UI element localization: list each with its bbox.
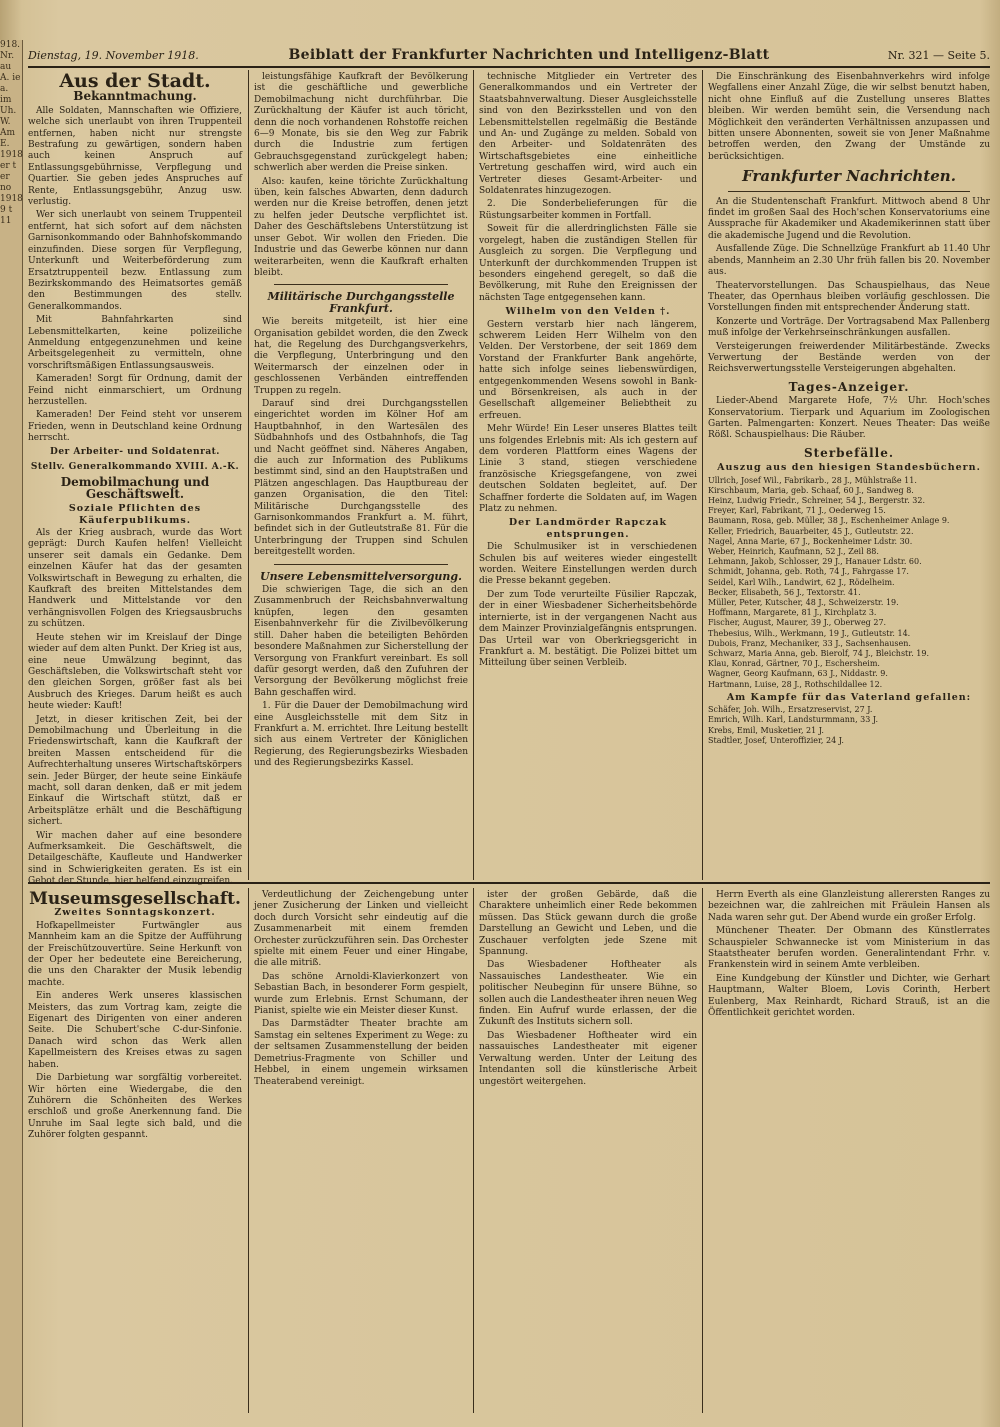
paragraph: Alle Soldaten, Mannschaften wie Offiziere, welche sich unerlaubt von ihren Truppenteil entfernen, haben nicht nur strengste Bestrafung zu gewärtigen, sondern haben auch keinen Anspruch auf Entlassungsgebührnisse, Verpflegung und Quartier. Sie geben jedes Anspruches auf Rente, Entlassungsgebühr, Anzug usw. verlustig. (28, 105, 242, 208)
section-subtitle: Zweites Sonntagskonzert. (54, 907, 216, 919)
paragraph: Das Darmstädter Theater brachte am Samstag ein seltenes Experiment zu Wege: zu der seltsamen Zusammenstellung der beiden Demetrius-Fragmente von Schiller und Hebbel, in einem ungemein wirksamen Theaterabend vereinigt. (254, 1019, 468, 1087)
list-item: Lehmann, Jakob, Schlosser, 29 J., Hanauer Ldstr. 60. (708, 557, 922, 567)
paragraph: Das Wiesbadener Hoftheater als Nassauisches Landestheater. Wie ein politischer Neubeginn für unsere Bühne, so sollen auch die Landestheater ihren neuen Weg finden. Ein Aufruf wurde erlassen, der die Zukunft des Instituts sichern soll. (479, 960, 697, 1028)
column-rule (473, 888, 474, 1413)
paragraph: Mit Bahnfahrkarten sind Lebensmittelkarten, keine polizeiliche Anmeldung entgegenzunehmen und keine Arbeitsgelegenheit zu vermitteln, ohne vorschriftsmäßigen Entlassungsausweis. (28, 315, 242, 371)
list-item: Kirschbaum, Maria, geb. Schaaf, 60 J., Sandweg 8. (708, 485, 914, 495)
section-subtitle: Auszug aus den hiesigen Standesbüchern. (717, 462, 981, 474)
paragraph: Konzerte und Vorträge. Der Vortragsabend Max Pallenberg muß infolge der Verkehrseinschränkungen ausfallen. (708, 316, 990, 339)
paragraph: 2. Die Sonderbelieferungen für die Rüstungsarbeiter kommen in Fortfall. (479, 199, 697, 221)
list-item: Thebesius, Wilh., Werkmann, 19 J., Gutleutstr. 14. (708, 628, 911, 638)
list-item: Weber, Heinrich, Kaufmann, 52 J., Zeil 88. (708, 547, 879, 557)
list-item: Klau, Konrad, Gärtner, 70 J., Eschersheim. (708, 659, 880, 669)
paragraph: Heute stehen wir im Kreislauf der Dinge wieder auf dem alten Punkt. Der Krieg ist aus, eine neue Umwälzung beginnt, das Geschäftsleben, die Volkswirtschaft steht vor den gleichen Sorgen, größer fast als bei Ausbruch des Krieges. Darum heißt es auch heute wieder: Kauft! (28, 632, 242, 712)
paragraph: Münchener Theater. Der Obmann des Künstlerrates Schauspieler Schwannecke ist vom Ministerium in das Staatstheater berufen worden. Generalintendant Frhr. v. Frankenstein wird in seinem Amte verbleiben. (708, 926, 990, 971)
list-item: Ullrich, Josef Wil., Fabrikarb., 28 J., Mühlstraße 11. (708, 475, 917, 485)
signature: Der Arbeiter- und Soldatenrat. (50, 446, 220, 457)
bottom-column-2 (254, 890, 468, 1412)
header-page-number: Nr. 321 — Seite 5. (887, 49, 990, 62)
list-item: Schwarz, Maria Anna, geb. Bierolf, 74 J., Bleichstr. 19. (708, 649, 930, 659)
column-rule (248, 70, 249, 880)
paragraph: Wie bereits mitgeteilt, ist hier eine Organisation gebildet worden, die den Zweck hat, die Regelung des Durchgangsverkehrs, die Verpflegung, Unterbringung und den Weitermarsch der einzelnen oder in geschlossenen Verbänden eintreffenden Truppen zu regeln. (254, 317, 468, 396)
list-item: Krebs, Emil, Musketier, 21 J. (708, 725, 824, 735)
paragraph: Soweit für die allerdringlichsten Fälle sie vorgelegt, haben die zuständigen Stellen für Ausgleich zu sorgen. Die Verpflegung und Unterkunft der durchkommenden Truppen ist besonders eingehend geregelt, so daß die Bevölkerung, mit Ruhe den Ereignissen der nächsten Tage entgegensehen kann. (479, 224, 697, 303)
column-4 (708, 72, 990, 880)
list-item: Emrich, Wilh. Karl, Landsturmmann, 33 J. (708, 715, 879, 725)
bottom-column-3 (479, 890, 697, 1412)
list-item: Stadtler, Josef, Unteroffizier, 24 J. (708, 735, 844, 745)
paragraph: An die Studentenschaft Frankfurt. Mittwoch abend 8 Uhr findet im großen Saal des Hoch'schen Konservatoriums eine Aussprache für Akademiker und Akademikerinnen statt über die akademische Jugend und die Revolution. (708, 196, 990, 241)
column-2 (254, 72, 468, 880)
list-item: Freyer, Karl, Fabrikant, 71 J., Oederweg 15. (708, 506, 886, 516)
section-title: Unsere Lebensmittelversorgung. (260, 569, 462, 583)
paragraph: Kameraden! Sorgt für Ordnung, damit der Feind nicht einmarschiert, um Ordnung herzustellen. (28, 374, 242, 407)
section-title: Museumsgesellschaft. (29, 889, 241, 909)
list-item: Hartmann, Luise, 28 J., Rothschildallee 12. (708, 679, 883, 689)
list-item: Nagel, Anna Marie, 67 J., Bockenheimer Ldstr. 30. (708, 536, 913, 546)
paragraph: Eine Kundgebung der Künstler und Dichter, wie Gerhart Hauptmann, Walter Bloem, Lovis Corinth, Herbert Eulenberg, Max Reinhardt, Richard Strauß, ist an die Öffentlichkeit gerichtet worden. (708, 973, 990, 1019)
paragraph: Versteigerungen freiwerdender Militärbestände. Zwecks Verwertung der Bestände werden von der Reichsverwertungsstelle Versteigerungen abgehalten. (708, 341, 990, 375)
paragraph: Die Schulmusiker ist in verschiedenen Schulen bis auf weiteres wieder eingestellt worden. Weitere Einstellungen werden durch die Presse bekannt gegeben. (479, 542, 697, 587)
bottom-column-1 (28, 890, 242, 1412)
paragraph: Jetzt, in dieser kritischen Zeit, bei der Demobilmachung und Überleitung in die Friedenswirtschaft, kann die Kaufkraft der breiten Massen entscheidend für die Aufrechterhaltung unseres Wirtschaftskörpers sein. Jeder Bürger, der heute seine Einkäufe macht, soll daran denken, daß er mit jedem Einkauf die Wirtschaft stützt, daß er Arbeitsplätze erhält und die Beschäftigung sichert. (28, 714, 242, 828)
paragraph: Die schwierigen Tage, die sich an den Zusammenbruch der Reichsbahnverwaltung knüpfen, legen den gesamten Eisenbahnverkehr für die Zivilbevölkerung still. Daher haben die beteiligten Behörden besondere Maßnahmen zur Sicherstellung der Versorgung von Frankfurt vereinbart. Es soll dafür gesorgt werden, daß den Zufuhren der Versorgung der Bevölkerung möglichst freie Bahn geschaffen wird. (254, 585, 468, 698)
signature: Stellv. Generalkommando XVIII. A.-K. (30, 462, 240, 472)
paragraph: Kameraden! Der Feind steht vor unserem Frieden, wenn in Deutschland keine Ordnung herrscht. (28, 410, 242, 444)
paragraph: Theatervorstellungen. Das Schauspielhaus, das Neue Theater, das Opernhaus bleiben vorläufig geschlossen. Die Vorstellungen finden mit entsprechender Änderung statt. (708, 280, 990, 314)
section-title: Wilhelm von den Velden †. (505, 306, 671, 318)
divider (728, 191, 970, 192)
list-item: Heinz, Ludwig Friedr., Schreiner, 54 J., Bergerstr. 32. (708, 496, 926, 505)
adjacent-page-text: 918. Nr. au A. ie a. im Uh. W. Am E. 1918 er t er no 1918 9 t 11 (0, 40, 23, 226)
list-item: Keller, Friedrich, Bauarbeiter, 45 J., Gutleutstr. 22. (708, 526, 914, 536)
paragraph: Der zum Tode verurteilte Füsilier Rapczak, der in einer Wiesbadener Sicherheitsbehörde internierte, ist in der vergangenen Nacht aus dem Mainzer Provinzialgefängnis entsprungen. Das Urteil war von Oberkriegsgericht in Frankfurt a. M. bestätigt. Die Polizei bittet um Mitteilung über seinen Verbleib. (479, 589, 697, 669)
paragraph: technische Mitglieder ein Vertreter des Generalkommandos und ein Vertreter der Staatsbahnverwaltung. Dieser Ausgleichsstelle sind von den Bezirksstellen und von den Lebensmittelstellen regelmäßig die Bestände und An- und Zugänge zu melden. Sobald von den Arbeiter- und Soldatenräten des Wirtschaftsgebietes eine einheitliche Vertretung geschaffen wird, wird auch ein Vertreter dieses Gesamt-Arbeiter- und Soldatenrates hinzugezogen. (479, 72, 697, 197)
paragraph: Hofkapellmeister Furtwängler aus Mannheim kam an die Spitze der Aufführung der Freischützouvertüre. Seine Herkunft von der Oper her bedeutete eine Bereicherung, die uns den Charakter der Musik lebendig machte. (28, 920, 242, 988)
list-item: Schmidt, Johanna, geb. Roth, 74 J., Fahrgasse 17. (708, 567, 909, 577)
header-date: Dienstag, 19. November 1918. (28, 49, 199, 62)
list-item: Fischer, August, Maurer, 39 J., Oberweg 27. (708, 618, 887, 628)
publisher-signature: Frankfurter Nachrichten. (742, 167, 956, 186)
paragraph: Mehr Würde! Ein Leser unseres Blattes teilt uns folgendes Erlebnis mit: Als ich gestern auf dem vorderen Plattform eines Wagens der Linie 3 stand, stiegen verschiedene französische Kriegsgefangene, von zwei deutschen Soldaten begleitet, auf. Der Schaffner forderte die Soldaten auf, im Wagen Platz zu nehmen. (479, 424, 697, 515)
list-item: Dubois, Franz, Mechaniker, 33 J., Sachsenhausen. (708, 638, 911, 648)
paragraph: Wir machen daher auf eine besondere Aufmerksamkeit. Die Geschäftswelt, die Detailgeschäfte, Kaufleute und Handwerker sind in Schwierigkeiten geraten. Es ist ein Gebot der Stunde, hier helfend einzugreifen. (28, 830, 242, 887)
paragraph: Ausfallende Züge. Die Schnellzüge Frankfurt ab 11.40 Uhr abends, Mannheim an 2.30 Uhr früh fallen bis 20. November aus. (708, 244, 990, 278)
divider (274, 564, 448, 565)
section-title: Tages-Anzeiger. (788, 379, 910, 394)
paragraph: ister der großen Gebärde, daß die Charaktere unheimlich einer Rede bekommen müssen. Das Stück gewann durch die große Darstellung an Gewicht und Leben, und die Zuschauer verfolgten jede Szene mit Spannung. (479, 890, 697, 958)
paragraph: Wer sich unerlaubt von seinem Truppenteil entfernt, hat sich sofort auf dem nächsten Garnisonkommando oder Bahnhofskommando einzufinden. Diese sorgen für Verpflegung, Unterkunft und Weiterbeförderung zum Ersatztruppenteil bezw. Entlassung zum Bezirkskommando des Heimatsortes gemäß den Bestimmungen des stellv. Generalkommandos. (28, 210, 242, 312)
paragraph: Als der Krieg ausbrach, wurde das Wort geprägt: Durch Kaufen helfen! Vielleicht unserer seit damals ein Gedanke. Dem einzelnen Käufer hat das der gesamten Volkswirtschaft in Bewegung zu erhalten, die Kaufkraft des breiten Mittelstandes dem Handwerk und Mittelstande vor den verhängnisvollen Folgen des Kriegsausbruchs zu schützen. (28, 528, 242, 630)
paragraph: Ein anderes Werk unseres klassischen Meisters, das zum Vortrag kam, zeigte die Eigenart des Dirigenten von einer anderen Seite. Die Schubert'sche C-dur-Sinfonie. Danach wird schon das Werk allen Kapellmeistern des Kreises etwas zu sagen haben. (28, 991, 242, 1070)
section-subtitle: Soziale Pflichten des Käuferpublikums. (68, 503, 202, 526)
bottom-column-4 (708, 890, 990, 1412)
paragraph: 1. Für die Dauer der Demobilmachung wird eine Ausgleichsstelle mit dem Sitz in Frankfurt a. M. errichtet. Ihre Leitung bestellt sich aus einem Vertreter der Königlichen Regierung, des Regierungsbezirks Wiesbaden und des Regierungsbezirks Kassel. (254, 701, 468, 769)
section-subtitle: Am Kampfe für das Vaterland gefallen: (726, 691, 972, 703)
list-item: Schäfer, Joh. Wilh., Ersatzreservist, 27 J. (708, 705, 873, 715)
paragraph: Also: kaufen, keine törichte Zurückhaltung üben, kein falsches Abwarten, denn dadurch werden nur die Kreise betroffen, denen jetzt zu helfen jeder Deutsche verpflichtet ist. Daher des Geschäftslebens Unterstützung ist unser Gebot. Wir wollen den Frieden. Die Industrie und das Gewerbe können nur dann weiterarbeiten, wenn die Kaufkraft erhalten bleibt. (254, 176, 468, 278)
section-title: Demobilmachung und Geschäftswelt. (60, 475, 210, 501)
paragraph: Das schöne Arnoldi-Klavierkonzert von Sebastian Bach, in besonderer Form gespielt, wurde zum Erlebnis. Ernst Schumann, der Pianist, spielte wie ein Meister dieser Kunst. (254, 971, 468, 1017)
list-item: Baumann, Rosa, geb. Müller, 38 J., Eschenheimer Anlage 9. (708, 516, 950, 526)
section-subtitle: Bekanntmachung. (73, 89, 197, 104)
section-title: Sterbefälle. (803, 445, 895, 460)
paragraph: Das Wiesbadener Hoftheater wird ein nassauisches Landestheater mit eigener Verwaltung werden. Unter der Leitung des Intendanten soll die künstlerische Arbeit ungestört weitergehen. (479, 1030, 697, 1087)
paragraph: Die Einschränkung des Eisenbahnverkehrs wird infolge Wegfallens einer Anzahl Züge, die wir selbst benutzt haben, nicht ohne Einfluß auf die Zustellung unseres Blattes bleiben. Wir werden bemüht sein, die Versendung nach Möglichkeit den veränderten Verhältnissen anzupassen und bitten unsere Abonnenten, soweit sie von Jener Maßnahme betroffen werden, den Zwang der Umstände zu berücksichtigen. (708, 72, 990, 162)
section-title: Der Landmörder Rapczak entsprungen. (508, 517, 668, 540)
page-header (28, 38, 990, 68)
header-title: Beiblatt der Frankfurter Nachrichten und Intelligenz-Blatt (288, 47, 770, 63)
paragraph: Gestern verstarb hier nach längerem, schwerem Leiden Herr Wilhelm von den Velden. Der Verstorbene, der seit 1869 dem Vorstand der Frankfurter Bank angehörte, hatte sich infolge seines liebenswürdigen, entgegenkommenden Wesens sowohl in Bank- und Börsenkreisen, als auch in der Gesellschaft allgemeiner Beliebtheit zu erfreuen. (479, 319, 697, 421)
column-rule (248, 888, 249, 1413)
list-item: Seidel, Karl Wilh., Landwirt, 62 J., Rödelheim. (708, 577, 895, 587)
column-rule (702, 888, 703, 1413)
column-3 (479, 72, 697, 880)
paragraph: Darauf sind drei Durchgangsstellen eingerichtet worden im Kölner Hof am Hauptbahnhof, in den Wartesälen des Südbahnhofs und des Ostbahnhofs, die Tag und Nacht geöffnet sind. Näheres Angaben, die auch zur Information des Publikums bestimmt sind, sind an den Hauptstraßen und Plätzen angeschlagen. Das Hauptbureau der ganzen Organisation, die den Titel: Militärische Durchgangsstelle des Garnisonkommandos Frankfurt a. M. führt, befindet sich in der Gutleutstraße 81. Für die Unterbringung der Truppen sind Schulen bereitgestellt worden. (254, 398, 468, 558)
paragraph: Die Darbietung war sorgfältig vorbereitet. Wir hörten eine Wiedergabe, die den Zuhörern die Schönheiten des Werkes erschloß und große Anerkennung fand. Die Unruhe im Saal legte sich bald, und die Zuhörer folgten gespannt. (28, 1073, 242, 1141)
adjacent-page-strip (0, 40, 23, 1427)
paragraph: Verdeutlichung der Zeichengebung unter jener Zusicherung der Linken und vielleicht doch durch Vorsicht sehr eindeutig auf die Zusammenarbeit mit einem fremden Orchester zurückzuführen sein. Das Orchester spielte mit einem Feuer und einer Hingabe, die alle mitriß. (254, 890, 468, 969)
column-1 (28, 70, 242, 887)
list-item: Hoffmann, Margarete, 81 J., Kirchplatz 3. (708, 608, 877, 618)
list-item: Wagner, Georg Kaufmann, 63 J., Niddastr. 9. (708, 669, 888, 679)
section-title: Militärische Durchgangsstelle Frankfurt. (267, 290, 455, 315)
paragraph: leistungsfähige Kaufkraft der Bevölkerung ist die geschäftliche und gewerbliche Demobilmachung nicht durchführbar. Die Zurückhaltung der Käufer ist auch töricht, denn die noch vorhandenen Rohstoffe reichen 6—9 Monate, bis sie den Weg zur Fabrik durch die Industrie zum fertigen Gebrauchsgegenstand zurückgelegt haben; schwerlich aber werden die Preise sinken. (254, 72, 468, 174)
list-item: Müller, Peter, Kutscher, 48 J., Schweizerstr. 19. (708, 598, 899, 608)
paragraph: Lieder-Abend Margarete Hofe, 7½ Uhr. Hoch'sches Konservatorium. Tierpark und Aquarium im Zoologischen Garten. Palmengarten: Konzert. Neues Theater: Das weiße Rößl. Schauspielhaus: Die Räuber. (708, 396, 990, 441)
list-item: Becker, Elisabeth, 56 J., Textorstr. 41. (708, 587, 861, 597)
column-rule (473, 70, 474, 880)
divider (274, 284, 448, 285)
section-title: Aus der Stadt. (59, 70, 211, 92)
paragraph: Herrn Everth als eine Glanzleistung allerersten Ranges zu bezeichnen war, die zahlreichen mit Fräulein Hansen als Nada waren sehr gut. Der Abend wurde ein großer Erfolg. (708, 890, 990, 923)
column-rule (702, 70, 703, 880)
